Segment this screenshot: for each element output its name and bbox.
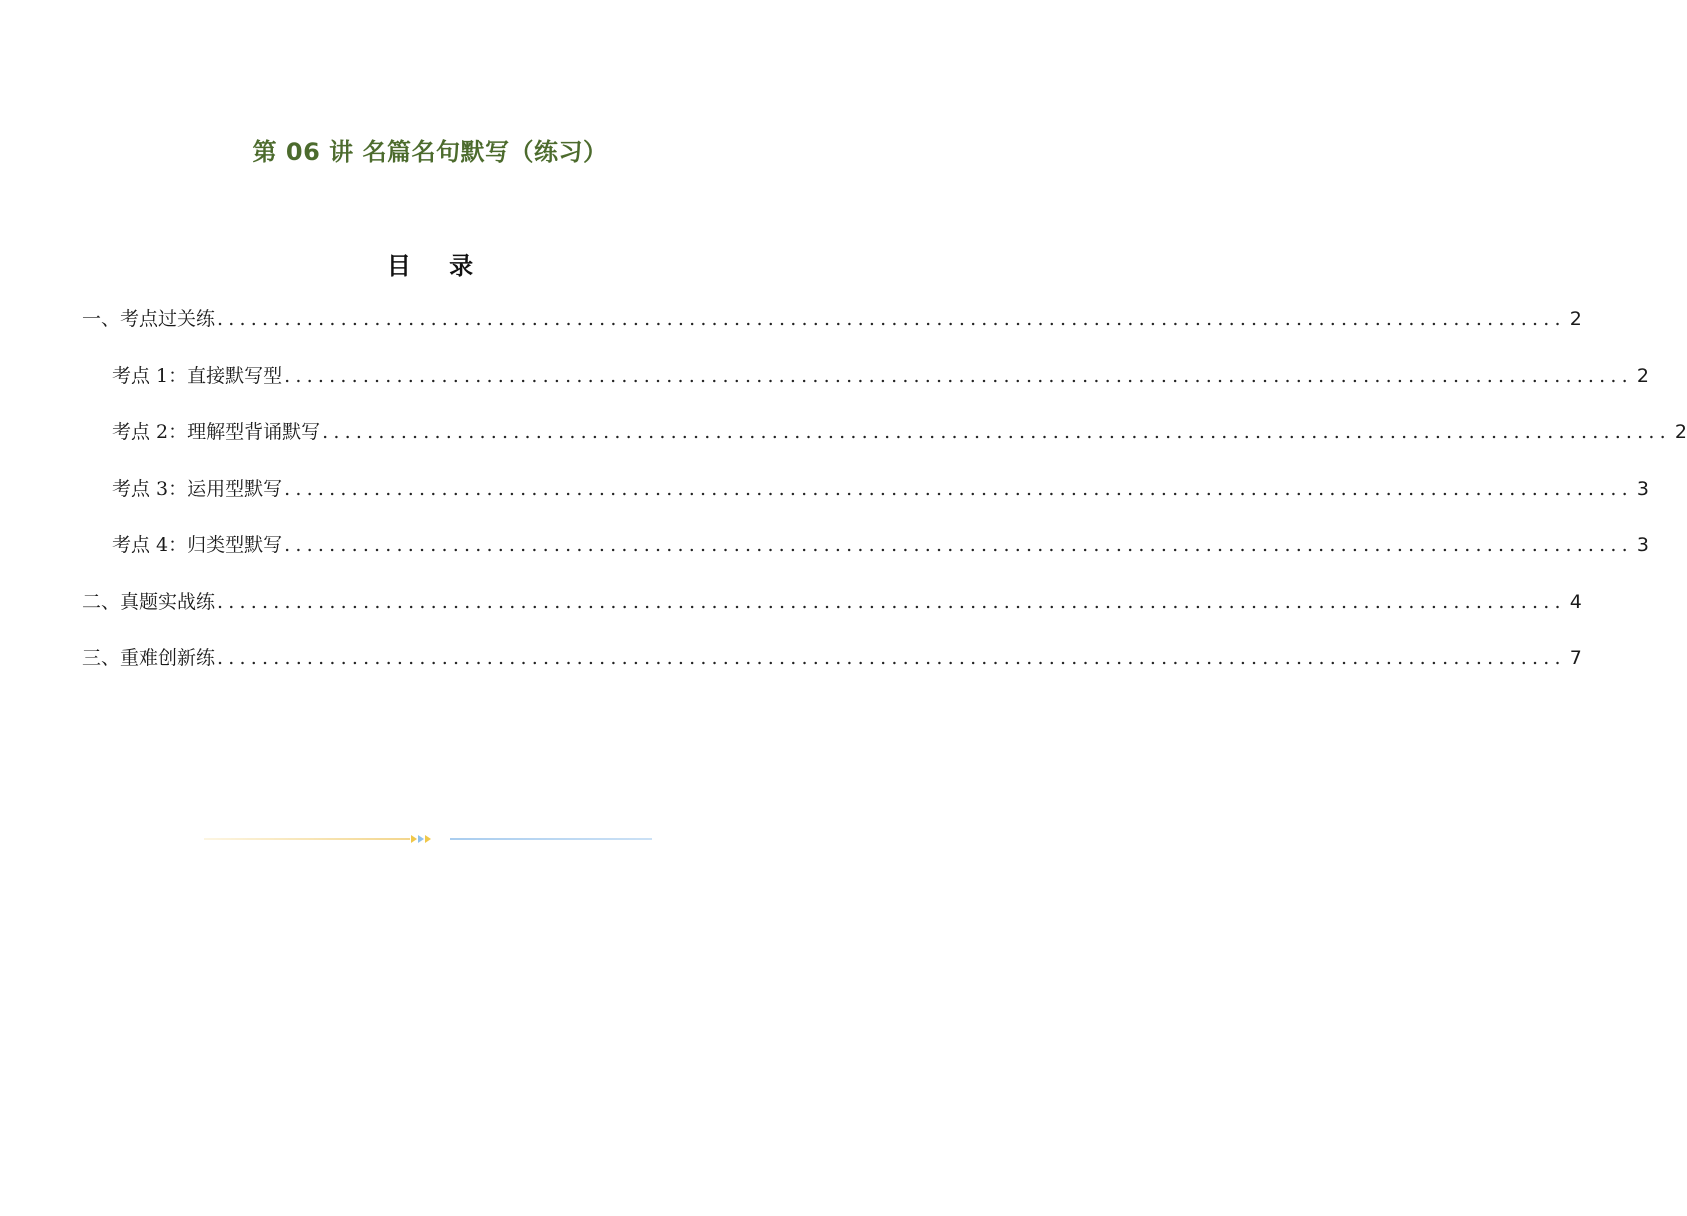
- toc-entry-label: 三、重难创新练: [82, 647, 216, 669]
- toc-entry-page: 2: [1569, 308, 1582, 330]
- toc-entry-label: 考点 4：归类型默写: [112, 534, 283, 556]
- toc-leader-dots: ........................................................................................................................: [284, 534, 1633, 556]
- toc-entry-page: 4: [1569, 590, 1582, 613]
- toc-entry-section-3[interactable]: [82, 643, 1582, 700]
- divider-line-left: [204, 838, 410, 840]
- toc-entry-point-3[interactable]: [82, 474, 1649, 531]
- toc-leader-dots: ........................................................................................................................: [322, 421, 1671, 443]
- toc-entry-label: 考点 1：直接默写型: [112, 364, 283, 387]
- table-of-contents: [82, 304, 1687, 700]
- toc-entry-point-4[interactable]: [82, 530, 1649, 587]
- toc-heading: 目 录: [386, 252, 474, 280]
- toc-entry-page: 2: [1674, 421, 1687, 443]
- toc-leader-dots: ........................................................................................................................: [217, 308, 1566, 330]
- toc-leader-dots: ........................................................................................................................: [284, 364, 1633, 387]
- toc-leader-dots: ........................................................................................................................: [217, 647, 1566, 669]
- divider-arrow-icons: [411, 833, 431, 845]
- toc-entry-label: 考点 3：运用型默写: [112, 477, 283, 500]
- toc-entry-page: 3: [1636, 534, 1649, 556]
- toc-entry-point-1[interactable]: [82, 361, 1649, 418]
- document-title: 第 06 讲 名篇名句默写（练习）: [252, 138, 608, 166]
- arrow-right-icon: [411, 835, 417, 843]
- arrow-right-icon: [418, 835, 424, 843]
- divider-line-right: [450, 838, 652, 840]
- toc-entry-point-2[interactable]: [82, 417, 1687, 474]
- toc-entry-label: 考点 2：理解型背诵默写: [112, 421, 321, 443]
- toc-entry-label: 一、考点过关练: [82, 308, 216, 330]
- decorative-divider: [204, 833, 652, 845]
- toc-leader-dots: ........................................................................................................................: [284, 477, 1633, 500]
- toc-entry-page: 7: [1569, 647, 1582, 669]
- toc-entry-page: 3: [1636, 477, 1649, 500]
- toc-entry-section-2[interactable]: [82, 587, 1582, 644]
- toc-entry-page: 2: [1636, 364, 1649, 387]
- toc-leader-dots: ........................................................................................................................: [217, 590, 1566, 613]
- toc-entry-section-1[interactable]: [82, 304, 1582, 361]
- arrow-right-icon: [425, 835, 431, 843]
- toc-entry-label: 二、真题实战练: [82, 590, 216, 613]
